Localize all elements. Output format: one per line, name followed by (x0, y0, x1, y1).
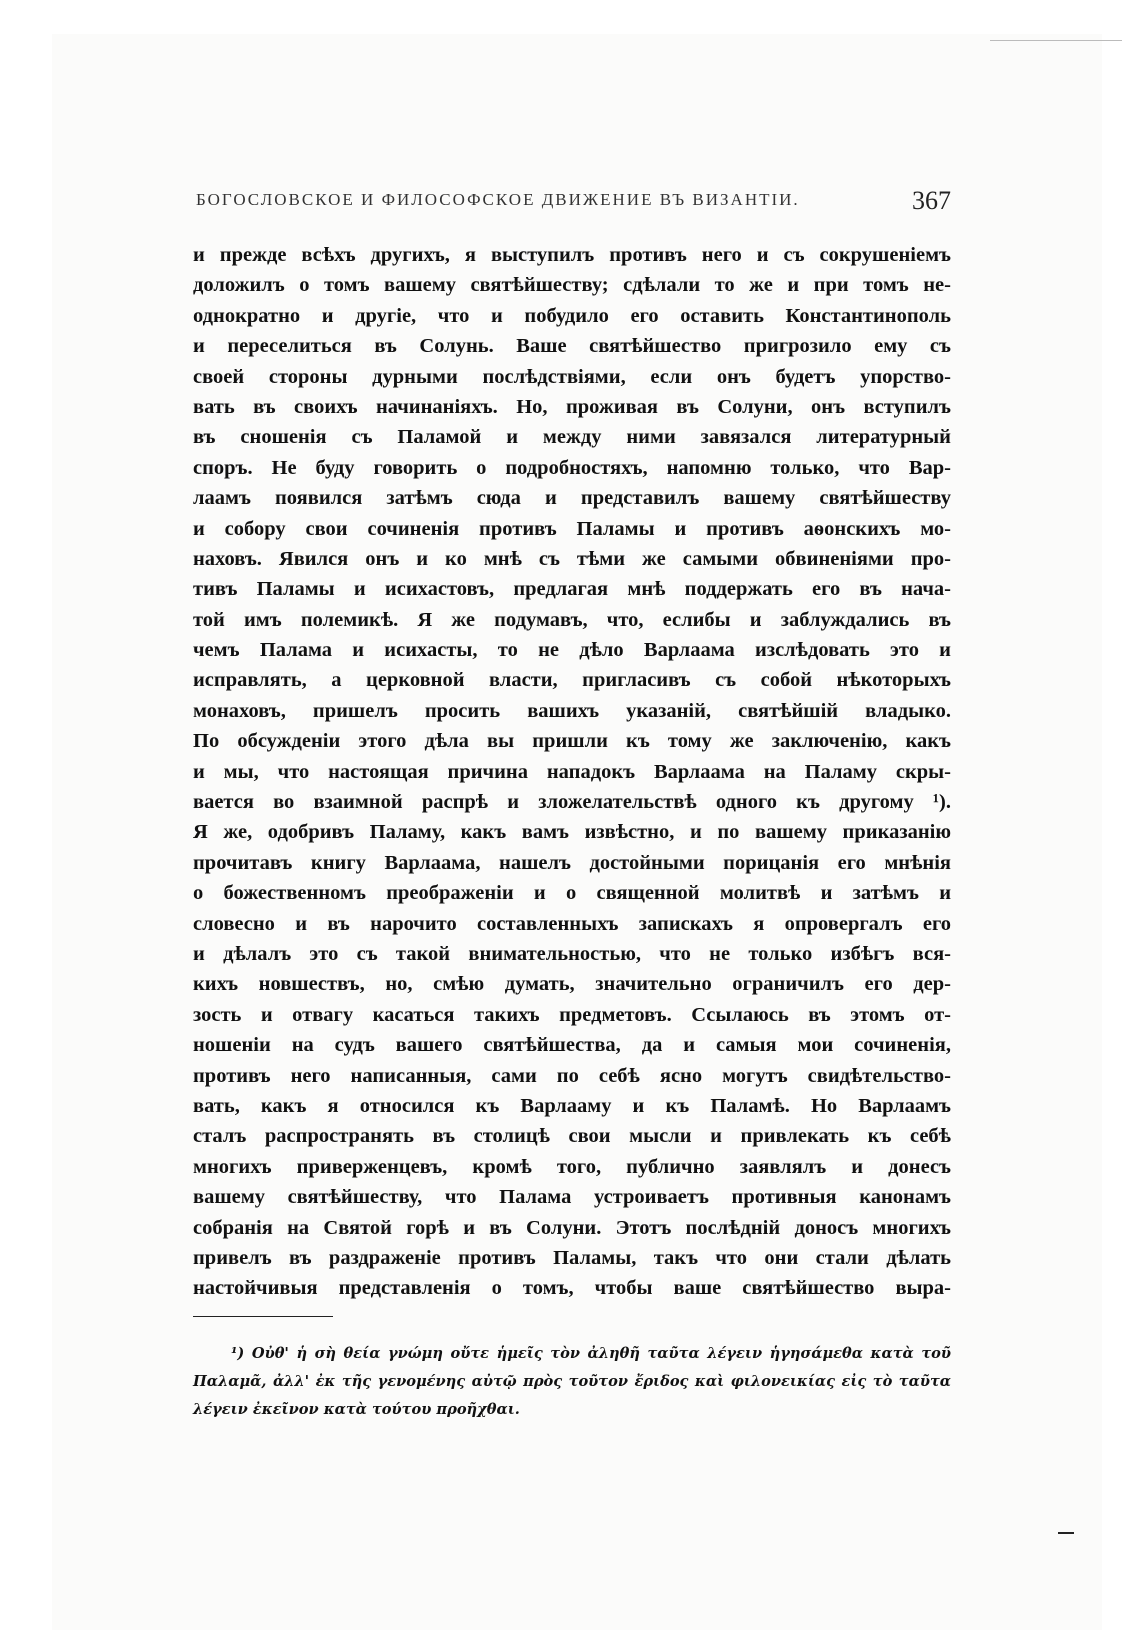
text-line: собранія на Святой горѣ и въ Солуни. Этотъ послѣдній доносъ многихъ (193, 1216, 951, 1239)
text-line: тивъ Паламы и исихастовъ, предлагая мнѣ поддержать его въ нача- (193, 578, 951, 601)
text-line: вать, какъ я относился къ Варлааму и къ Паламѣ. Но Варлаамъ (193, 1094, 951, 1117)
text-line: исправлять, а церковной власти, пригласивъ съ собой нѣкоторыхъ (193, 669, 951, 692)
scan-edge-mark (990, 40, 1122, 41)
margin-dash (1058, 1532, 1074, 1534)
text-line: привелъ въ раздраженіе противъ Паламы, такъ что они стали дѣлать (193, 1246, 951, 1269)
text-line: По обсужденіи этого дѣла вы пришли къ тому же заключенію, какъ (193, 730, 951, 753)
text-line: о божественномъ преображеніи и о священной молитвѣ и затѣмъ и (193, 882, 951, 905)
text-line: настойчивыя представленія о томъ, чтобы ваше святѣйшество выра- (193, 1277, 951, 1300)
running-title: БОГОСЛОВСКОЕ И ФИЛОСОФСКОЕ ДВИЖЕНИЕ ВЪ ВИЗАНТІИ. (196, 190, 800, 209)
page-number: 367 (912, 186, 951, 215)
text-line: споръ. Не буду говорить о подробностяхъ, напомню только, что Вар- (193, 456, 951, 479)
footnote-block (193, 1340, 951, 1424)
text-line: чемъ Палама и исихасты, то не дѣло Варлаама изслѣдовать это и (193, 639, 951, 662)
text-line: своей стороны дурными послѣдствіями, если онъ будетъ упорство- (193, 365, 951, 388)
text-line: и собору свои сочиненія противъ Паламы и противъ аѳонскихъ мо- (193, 517, 951, 540)
text-line: и прежде всѣхъ другихъ, я выступилъ противъ него и съ сокрушеніемъ (193, 244, 951, 266)
text-line: въ сношенія съ Паламой и между ними завязался литературный (193, 426, 951, 449)
text-line: монаховъ, пришелъ просить вашихъ указаній, святѣйшій владыко. (193, 699, 951, 722)
text-line: той имъ полемикѣ. Я же подумавъ, что, еслибы и заблуждались въ (193, 608, 951, 631)
text-line: многихъ приверженцевъ, кромѣ того, публично заявлялъ и донесъ (193, 1155, 951, 1178)
text-line: кихъ новшествъ, но, смѣю думать, значительно ограничилъ его дер- (193, 973, 951, 996)
text-line: и мы, что настоящая причина нападокъ Варлаама на Паламу скры- (193, 760, 951, 783)
text-line: доложилъ о томъ вашему святѣйшеству; сдѣлали то же и при томъ не- (193, 274, 951, 297)
text-line: и дѣлалъ это съ такой внимательностью, что не только избѣгъ вся- (193, 942, 951, 965)
text-line: словесно и въ нарочито составленныхъ запискахъ я опровергалъ его (193, 912, 951, 935)
text-line: противъ него написанныя, сами по себѣ ясно могутъ свидѣтельство- (193, 1064, 951, 1087)
text-line: ношеніи на судъ вашего святѣйшества, да и самыя мои сочиненія, (193, 1034, 951, 1057)
running-header (196, 186, 951, 216)
text-line: и переселиться въ Солунь. Ваше святѣйшество пригрозило ему съ (193, 335, 951, 358)
footnote-line: λέγειν ἐκεῖνον κατὰ τούτου προῆχθαι. (193, 1401, 520, 1418)
main-text (193, 240, 951, 1304)
text-line: вашему святѣйшеству, что Палама устроиваетъ противныя канонамъ (193, 1186, 951, 1209)
footnote-divider (193, 1316, 333, 1317)
text-line: вать въ своихъ начинаніяхъ. Но, проживая въ Солуни, онъ вступилъ (193, 395, 951, 418)
text-line: наховъ. Явился онъ и ко мнѣ съ тѣми же самыми обвиненіями про- (193, 547, 951, 570)
text-line: однократно и другіе, что и побудило его оставить Константинополь (193, 304, 951, 327)
footnote-line: ¹) Οὐθ' ἡ σὴ θεία γνώμη οὔτε ἡμεῖς τὸν ἀληθῆ ταῦτα λέγειν ἡγησάμεθα κατὰ τοῦ (231, 1345, 951, 1362)
text-line: лаамъ появился затѣмъ сюда и представилъ вашему святѣйшеству (193, 487, 951, 510)
footnote-line: Παλαμᾶ, ἀλλ' ἐκ τῆς γενομένης αὐτῷ πρὸς τοῦτον ἔριδος καὶ φιλονεικίας εἰς τὸ ταῦτα (193, 1373, 951, 1390)
text-line: прочитавъ книгу Варлаама, нашелъ достойными порицанія его мнѣнія (193, 851, 951, 874)
text-line: зость и отвагу касаться такихъ предметовъ. Ссылаюсь въ этомъ от- (193, 1003, 951, 1026)
text-line: сталъ распространять въ столицѣ свои мысли и привлекать къ себѣ (193, 1125, 951, 1148)
text-line: Я же, одобривъ Паламу, какъ вамъ извѣстно, и по вашему приказанію (193, 821, 951, 844)
text-line: вается во взаимной распрѣ и зложелательствѣ одного къ другому ¹). (193, 791, 951, 814)
